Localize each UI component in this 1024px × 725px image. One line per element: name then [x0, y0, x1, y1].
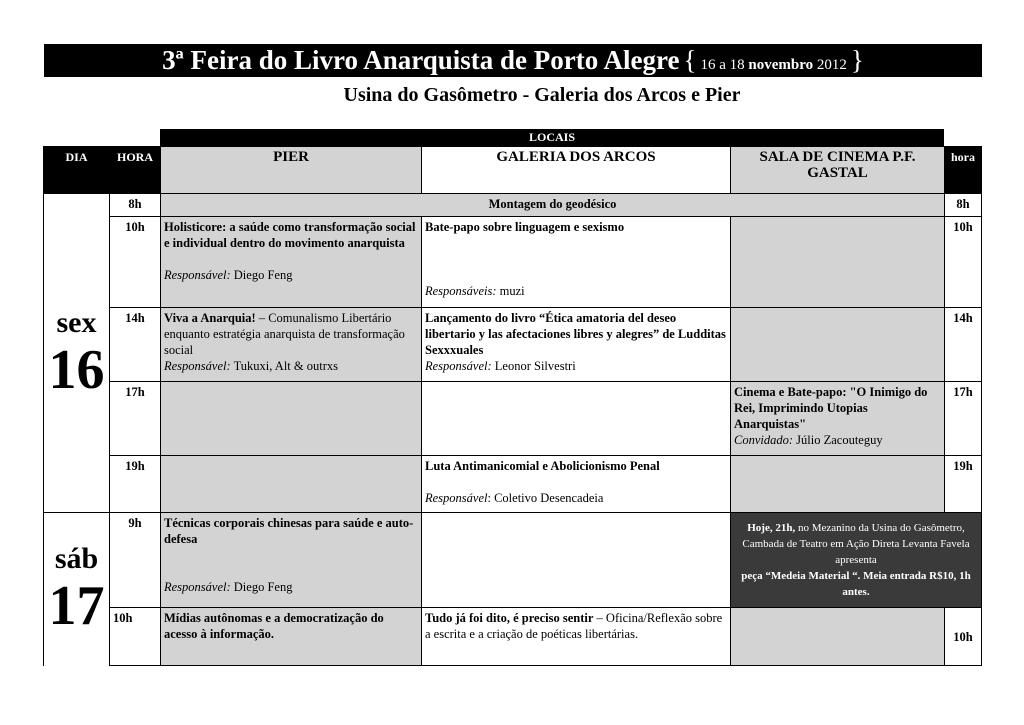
locais-header: LOCAIS	[160, 129, 944, 146]
day-cell-sex	[44, 194, 110, 513]
time-cell-right: 10h	[945, 217, 982, 308]
resp-label: Responsável:	[425, 359, 492, 373]
resp-label: Convidado:	[734, 433, 794, 447]
time-cell: 8h	[110, 194, 161, 217]
day-number: 17	[48, 575, 105, 638]
event-responsible	[164, 579, 418, 595]
date-month: novembro	[748, 57, 814, 73]
event-cell	[731, 382, 945, 456]
event-responsible	[164, 358, 418, 374]
event-title	[164, 310, 418, 358]
event-title: Holisticore: a saúde como transformação social e individual dentro do movimento anarquista	[164, 220, 416, 250]
day-name: sex	[56, 306, 97, 339]
event-title: Lançamento do livro “Ética amatoria del deseo libertario y las afectaciones libres y alegres” de Ludditas Sexxxuales	[425, 311, 726, 357]
col-dia: DIA	[44, 147, 110, 194]
table-row	[44, 194, 982, 217]
event-cell	[422, 217, 731, 308]
event-title-bold: Viva a Anarquia!	[164, 311, 256, 325]
event-responsible	[425, 283, 727, 299]
event-cell	[422, 456, 731, 513]
empty-cell	[161, 382, 422, 456]
brace-open: {	[683, 45, 697, 75]
event-cell	[422, 308, 731, 382]
col-hora: HORA	[110, 147, 161, 194]
table-row	[44, 513, 982, 608]
notice-text: no Mezanino da Usina do Gasômetro, Cambada de Teatro em Ação Direta Levanta Favela apresenta	[742, 522, 970, 566]
table-row	[44, 308, 982, 382]
time-cell: 19h	[110, 456, 161, 513]
event-cell	[161, 217, 422, 308]
time-cell: 10h	[110, 608, 161, 666]
header-row	[44, 147, 982, 194]
table-row	[44, 217, 982, 308]
resp-name: Júlio Zacouteguy	[796, 433, 883, 447]
time-cell-right: 17h	[945, 382, 982, 456]
event-desc: – Oficina/Reflexão sobre a escrita e a criação de poéticas libertárias.	[425, 611, 723, 641]
empty-cell	[731, 308, 945, 382]
page-title: 3ª Feira do Livro Anarquista de Porto Alegre	[162, 45, 680, 75]
resp-label: Responsável	[425, 491, 488, 505]
event-montagem: Montagem do geodésico	[161, 194, 945, 217]
event-title: Mídias autônomas e a democratização do acesso à informação.	[164, 611, 384, 641]
event-title: Luta Antimanicomial e Abolicionismo Penal	[425, 459, 660, 473]
time-cell: 14h	[110, 308, 161, 382]
schedule-table	[43, 146, 982, 666]
time-cell-right: 14h	[945, 308, 982, 382]
resp-label: Responsável:	[164, 580, 231, 594]
time-cell: 9h	[110, 513, 161, 608]
event-responsible	[164, 267, 418, 283]
theatre-notice	[731, 513, 982, 608]
resp-label: Responsável:	[164, 268, 231, 282]
event-cell	[422, 608, 731, 666]
notice-price: peça “Medeia Material “. Meia entrada R$10, 1h antes.	[741, 570, 971, 598]
event-desc: – Comunalismo Libertário enquanto estratégia anarquista de transformação social	[164, 311, 405, 357]
col-galeria: GALERIA DOS ARCOS	[422, 147, 731, 194]
empty-cell	[422, 513, 731, 608]
resp-name: muzi	[499, 284, 525, 298]
title-bar	[44, 44, 982, 77]
resp-name: : Coletivo Desencadeia	[487, 491, 604, 505]
empty-cell	[731, 456, 945, 513]
event-title: Bate-papo sobre linguagem e sexismo	[425, 220, 625, 234]
resp-name: Tukuxi, Alt & outrxs	[233, 359, 338, 373]
col-hora-right: hora	[945, 147, 982, 194]
notice-time: Hoje, 21h,	[747, 522, 796, 534]
time-cell-right: 8h	[945, 194, 982, 217]
event-responsible	[734, 432, 941, 448]
date-range	[700, 57, 846, 73]
event-responsible	[425, 358, 727, 374]
brace-close: }	[850, 45, 864, 75]
empty-cell	[161, 456, 422, 513]
col-cinema: SALA DE CINEMA P.F. GASTAL	[731, 147, 945, 194]
empty-cell	[731, 217, 945, 308]
empty-cell	[422, 382, 731, 456]
date-year: 2012	[816, 57, 847, 73]
event-title: Técnicas corporais chinesas para saúde e auto-defesa	[164, 516, 414, 546]
col-pier: PIER	[161, 147, 422, 194]
time-cell: 17h	[110, 382, 161, 456]
resp-label: Responsáveis:	[425, 284, 497, 298]
event-cell	[161, 308, 422, 382]
event-cell	[161, 513, 422, 608]
resp-name: Diego Feng	[233, 580, 293, 594]
resp-name: Diego Feng	[233, 268, 293, 282]
resp-label: Responsável:	[164, 359, 231, 373]
event-title: Tudo já foi dito, é preciso sentir	[425, 611, 594, 625]
date-days: 16 a 18	[700, 57, 745, 73]
day-cell-sab	[44, 513, 110, 666]
venue-subtitle: Usina do Gasômetro - Galeria dos Arcos e Pier	[343, 84, 741, 106]
event-responsible	[425, 490, 727, 506]
day-name: sáb	[54, 542, 99, 576]
event-title: Cinema e Bate-papo: "O Inimigo do Rei, Imprimindo Utopias Anarquistas"	[734, 385, 928, 431]
table-row	[44, 608, 982, 666]
time-cell-right: 19h	[945, 456, 982, 513]
event-cell	[161, 608, 422, 666]
empty-cell	[731, 608, 945, 666]
table-row	[44, 456, 982, 513]
time-cell: 10h	[110, 217, 161, 308]
table-row	[44, 382, 982, 456]
time-cell-right: 10h	[945, 608, 982, 666]
resp-name: Leonor Silvestri	[494, 359, 576, 373]
day-number: 16	[48, 339, 105, 401]
